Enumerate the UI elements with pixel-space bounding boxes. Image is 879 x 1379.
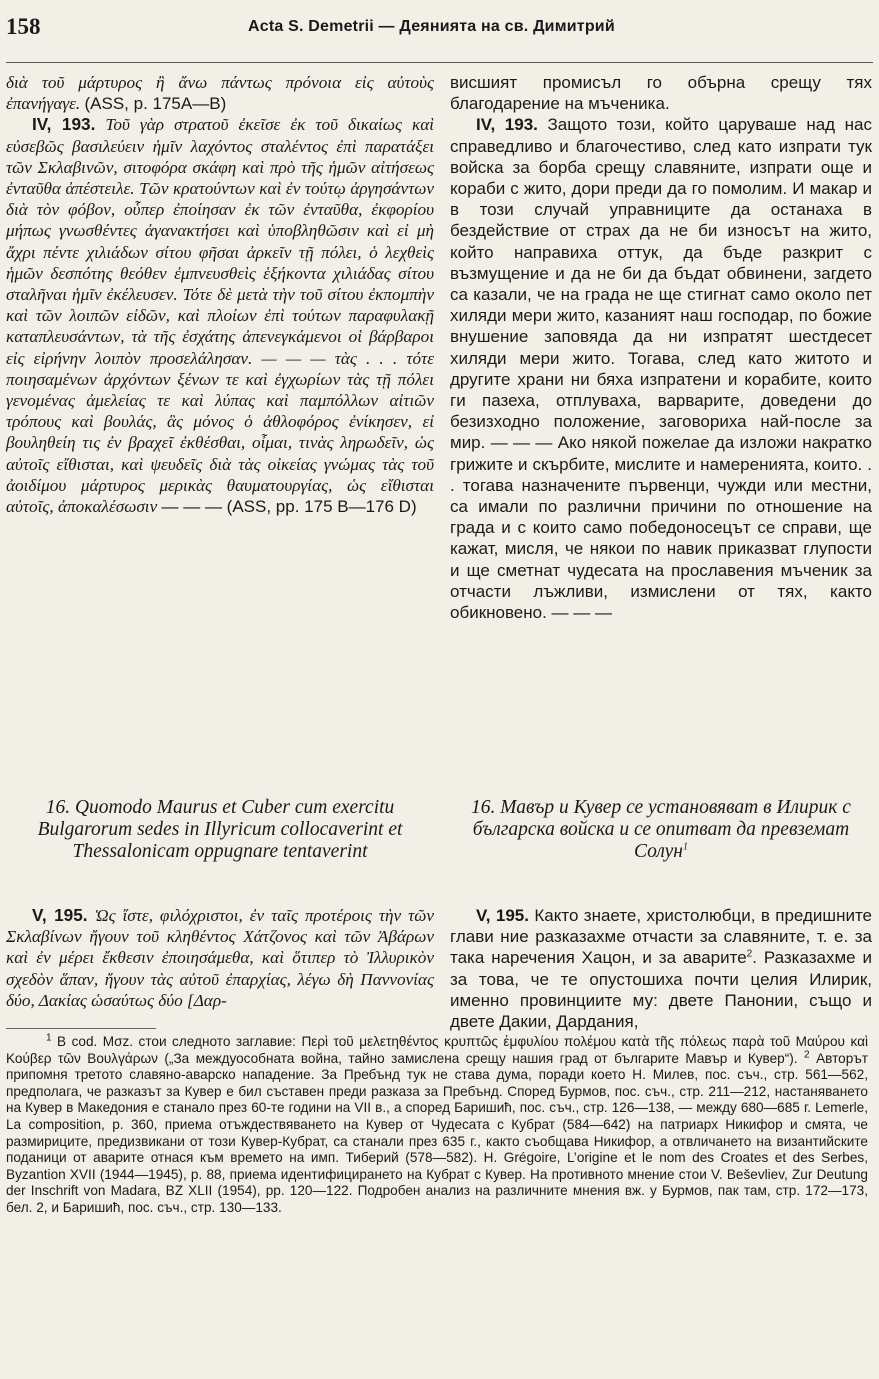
page-header: [6, 14, 869, 44]
heading-text: 16. Мавър и Кувер се установяват в Илирик с българска войска и се опитват да превземат Солун: [471, 797, 851, 862]
section-number: V, 195.: [476, 906, 529, 925]
footnote-rule: [6, 1028, 156, 1029]
header-rule: [6, 62, 873, 63]
footnote-block: [6, 1034, 868, 1217]
left-column-bottom: [6, 905, 434, 1011]
chapter-heading-latin: 16. Quomodo Maurus et Cuber cum exercitu Bulgarorum sedes in Illyricum collocaverint et Thessalonicam oppugnare tentaverint: [37, 797, 403, 862]
source-reference: (ASS, p. 175A—B): [84, 94, 227, 114]
bulgarian-paragraph-2: [450, 114, 872, 623]
section-number: IV, 193.: [476, 115, 538, 135]
greek-text: Ὡς ἴστε, φιλόχριστοι, ἐν ταῖς προτέροις τὴν τῶν Σκλαβίνων ἤγουν τοῦ κληθέντος Χάτζονος καὶ τῶν Ἀβάρων καὶ ἐν μέρει ἔκθεσιν ἐποιησάμεθα, καὶ ὅτιπερ τὸ Ἰλλυρικὸν σχεδὸν ἅπαν, ἤγουν τὰς αὐτοῦ ἐπαρχίας, λέγω δὴ Παννονίας δύο, Δακίας ὡσαύτως δύο [Δαρ-: [6, 906, 435, 1010]
greek-paragraph-1: [6, 72, 434, 114]
footnote-2: Авторът припомня третото славяно-аварско нападение. За Пребънд тук не става дума, поради което Н. Милев, пос. съч., стр. 561—562, предполага, че разказът за Кувер е бил съставен преди разказа за Пребънд. Според Бурмов, пос. съч., стр. 211—212, настаняването на Кувер в Македония е станало през 60-те години на VII в., а според Баришић, пос. съч., стр. 126—138, — между 680—685 г. Lemerle, La composition, p. 360, приема отъждествяването на Кувер от Чудесата с Кубрат (584—642) на патриарх Никифор и смята, че размириците, предизвикани от този Кувер-Кубрат, са станали през 635 г., както съобщава Никифор, а отвличането на византийските поданици от аварите отнася към времето на имп. Тиберий (578—582). H. Grégoire, L’origine et le nom des Croates et des Serbes, Byzantion XVII (1944—1945), p. 88, приема идентифицирането на Кубрат с Кувер. На противното мнение стои V. Beševliev, Zur Deutung der Inschrift von Madara, BZ XLII (1954), pp. 120—122. Подробен анализ на различните мнения вж. у Бурмов, пак там, стр. 172—173, бел. 2, и Баришић, пос. съч., стр. 130—133.: [6, 1050, 868, 1215]
footnote-number: 2: [804, 1049, 810, 1061]
section-number: V, 195.: [32, 905, 88, 925]
greek-paragraph-3: [6, 905, 434, 1011]
footnote-marker: 2: [746, 948, 753, 960]
footnote-marker: 1: [682, 841, 688, 853]
greek-paragraph-2: [6, 114, 434, 517]
footnote-number: 1: [46, 1032, 52, 1044]
greek-text: διὰ τοῦ μάρτυρος ἢ ἄνω πάντως πρόνοια εἰς αὐτοὺς ἐπανήγαγε.: [6, 73, 434, 114]
bulgarian-text-continued: . Разказахме и за това, че те опустошиха почти целия Илирик, именно провинциите му: двете Панонии, също и двете Дакии, Дардания,: [450, 948, 872, 1032]
source-reference: — — — (ASS, pp. 175 B—176 D): [161, 497, 417, 517]
bulgarian-text: Защото този, който царуваше над нас справедливо и благочестиво, след като изпрати тук войска за борба срещу славяните, изпрати още и кораби с жито, дори преди да го помолим. И макар и в този случай управниците да останаха в бездействие от страх да не би износът на жито, който направиха оттук, да бъде разкрит с възмущение и да не би да бъдат обвинени, загдето са казали, че на града не ще стигнат само около пет хиляди мери жито, казаният наш господар, по божие внушение заповяда да ни изпратят шестдесет хиляди мери жито. Тогава, след като житото и другите храни ни бяха изпратени и корабите, които ги пазеха, отплуваха, варварите, доведени до безизходно положение, заговориха най-после за мир. — — — Ако някой пожелае да изложи накратко грижите и скърбите, мислите и намеренията, които. . . тогава назначените първенци, чужди или местни, са имали по различни причини по отношение на града и с които само победоносецът се справи, ще кажат, мисля, че някои по навик приказват глупости и ще сметнат чудесата на прославения мъченик за отчасти лъжливи, измислени от тях, както обикновено. — — —: [450, 115, 873, 623]
chapter-heading-bulgarian: [450, 797, 872, 863]
greek-text: Τοῦ γὰρ στρατοῦ ἐκεῖσε ἐκ τοῦ δικαίως καὶ εὐσεβῶς βασιλεύειν ἡμῖν λαχόντος σταλέντος ἐπὶ παρατάξει τῶν Σκλαβινῶν, σιτοφόρα σκάφη καὶ πρὸ τῆς ἡμῶν αἰτήσεως ἐνταῦθα ἀπέστειλε. Τῶν κρατούντων καὶ ἐν τούτῳ ἀργησάντων διὰ τὸν φόβον, οὗπερ ἐποίησαν ἐκ τῶν ἐνταῦθα, ἐκφορίου μήπως γνωσθέντες ἀγανακτήσει καὶ ὑποβληθῶσιν καὶ εἰ μὴ ἄχρι πέντε χιλιάδων σίτου φῆσαι ἀρκεῖν τῇ πόλει, ὁ λεχθεὶς ἡμῶν δεσπότης θεόθεν ἐμπνευσθεὶς ἑξήκοντα χιλιάδας σίτου σταλῆναι ἡμῖν ἐκέλευσεν. Τότε δὲ μετὰ τὴν τοῦ σίτου ἐκπομπὴν καὶ τῶν λοιπῶν εἰδῶν, καὶ πλοίων ἐπὶ τούτων παραφυλακῇ καταπλευσάντων, τὰ τῆς ἐσχάτης ἀπενεγκάμενοι οἱ βάρβαροι εἰς εἰρήνην λοιπὸν προσελάλησαν. — — — τὰς . . . τότε ποιησαμένων ἀρχόντων ξένων τε καὶ ἐγχωρίων τὰς τῇ πόλει γενομένας ἀμελείας τε καὶ λύπας καὶ παμπόλλων αἰτιῶν τρόπους καὶ βουλάς, ἃς μόνος ὁ ἀθλοφόρος ἐνίκησεν, εἰ βουληθείη τις ἐν βραχεῖ ἐκθέσθαι, οἶμαι, τινὰς ληρωδεῖν, ὡς αὐτοῖς εἴθισται, καὶ ψευδεῖς διὰ τὰς οἰκείας γνώμας τὰς τοῦ ἀοιδίμου μάρτυρος μερικὰς θαυματουργίας, ὡς εἴθισται αὐτοῖς, ἀποκαλέσωσιν: [6, 115, 435, 517]
section-number: IV, 193.: [32, 114, 96, 135]
bulgarian-text: Както знаете, христолюбци, в предишните глави ние разказахме отчасти за славяните, т. е. за така наречения Хацон, и за аварите: [450, 906, 872, 968]
left-heading-block: [6, 797, 434, 863]
right-column-bottom: [450, 905, 872, 1032]
bulgarian-paragraph-1: висшият промисъл го обърна срещу тях благодарение на мъченика.: [450, 73, 872, 114]
right-column-top: [450, 72, 872, 623]
running-head: Acta S. Demetrii — Деянията на св. Димитрий: [248, 18, 615, 35]
footnotes: [6, 1034, 868, 1217]
left-column-top: [6, 72, 434, 517]
right-heading-block: [450, 797, 872, 863]
page-number: 158: [6, 14, 41, 39]
bulgarian-paragraph-3: [450, 905, 872, 1032]
footnote-1: В cod. Mσz. стои следното заглавие: Περὶ τοῦ μελετηθέντος κρυπτῶς ἐμφυλίου πολέμου κατὰ τῆς πόλεως παρὰ τοῦ Μαύρου καὶ Κούβερ τῶν Βουλγάρων („За междуособната война, тайно замислена срещу нашия град от българите Мавър и Кувер“).: [6, 1034, 868, 1066]
